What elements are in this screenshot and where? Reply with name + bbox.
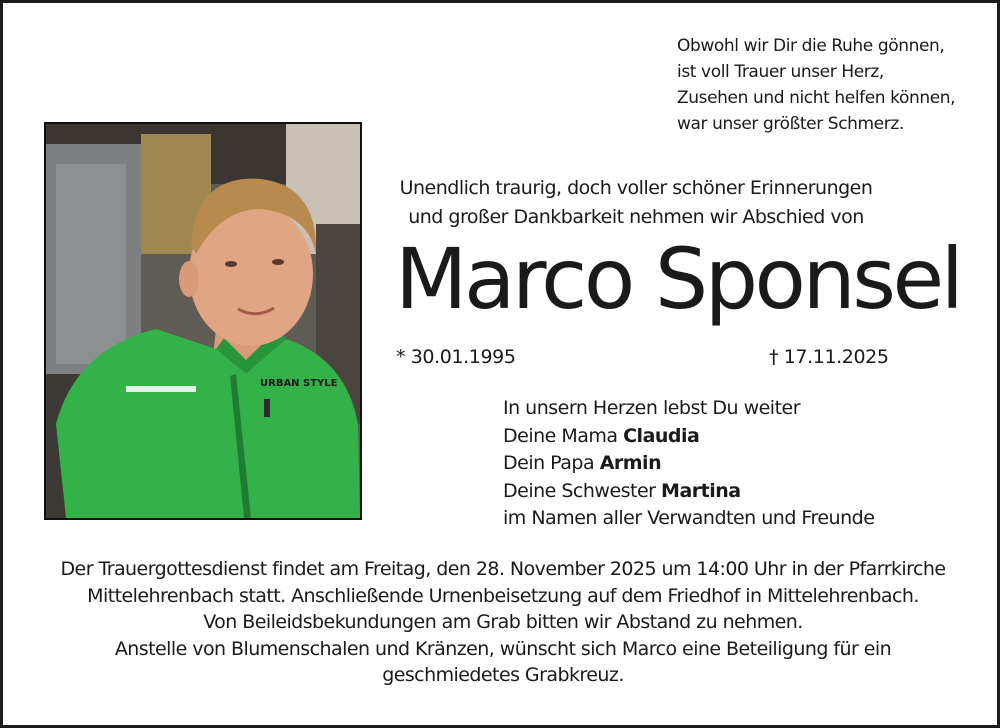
mourner-father — [503, 450, 874, 478]
mourner-mother — [503, 423, 874, 451]
mourner-sister — [503, 478, 874, 506]
mourners-line: In unsern Herzen lebst Du weiter — [503, 397, 801, 419]
mourner-name: Armin — [599, 452, 662, 474]
relation-label: Deine Schwester — [503, 479, 656, 502]
deceased-name: Marco Sponsel — [395, 230, 961, 328]
service-line: Von Beileidsbekundungen am Grab bitten wir Abstand zu nehmen. — [203, 611, 803, 633]
relation-label: Dein Papa — [503, 452, 595, 474]
mourners-closing: im Namen aller Verwandten und Freunde — [503, 507, 875, 529]
service-details — [23, 556, 983, 689]
shirt-print: URBAN STYLE — [260, 378, 338, 389]
intro-line: und großer Dankbarkeit nehmen wir Abschied von — [408, 206, 864, 228]
mourner-name: Claudia — [623, 424, 700, 447]
intro-line: Unendlich traurig, doch voller schöner Erinnerungen — [399, 177, 873, 199]
farewell-intro — [381, 174, 891, 232]
memorial-poem — [677, 33, 955, 137]
portrait-photo — [44, 122, 362, 520]
service-line: geschmiedetes Grabkreuz. — [382, 664, 624, 686]
death-date: † 17.11.2025 — [769, 346, 889, 368]
poem-line: ist voll Trauer unser Herz, — [677, 62, 884, 82]
birth-date: * 30.01.1995 — [396, 346, 516, 368]
relation-label: Deine Mama — [503, 424, 618, 447]
poem-line: Zusehen und nicht helfen können, — [677, 88, 956, 108]
mourner-name: Martina — [661, 479, 741, 502]
poem-line: Obwohl wir Dir die Ruhe gönnen, — [677, 36, 945, 56]
service-line: Mittelehrenbach statt. Anschließende Urnenbeisetzung auf dem Friedhof in Mittelehrenbach. — [87, 584, 919, 607]
service-line: Der Trauergottesdienst findet am Freitag, den 28. November 2025 um 14:00 Uhr in der Pfarrkirche — [60, 558, 946, 580]
service-line: Anstelle von Blumenschalen und Kränzen, wünscht sich Marco eine Beteiligung für ein — [114, 637, 892, 660]
mourners-list — [503, 395, 874, 533]
poem-line: war unser größter Schmerz. — [677, 114, 904, 134]
